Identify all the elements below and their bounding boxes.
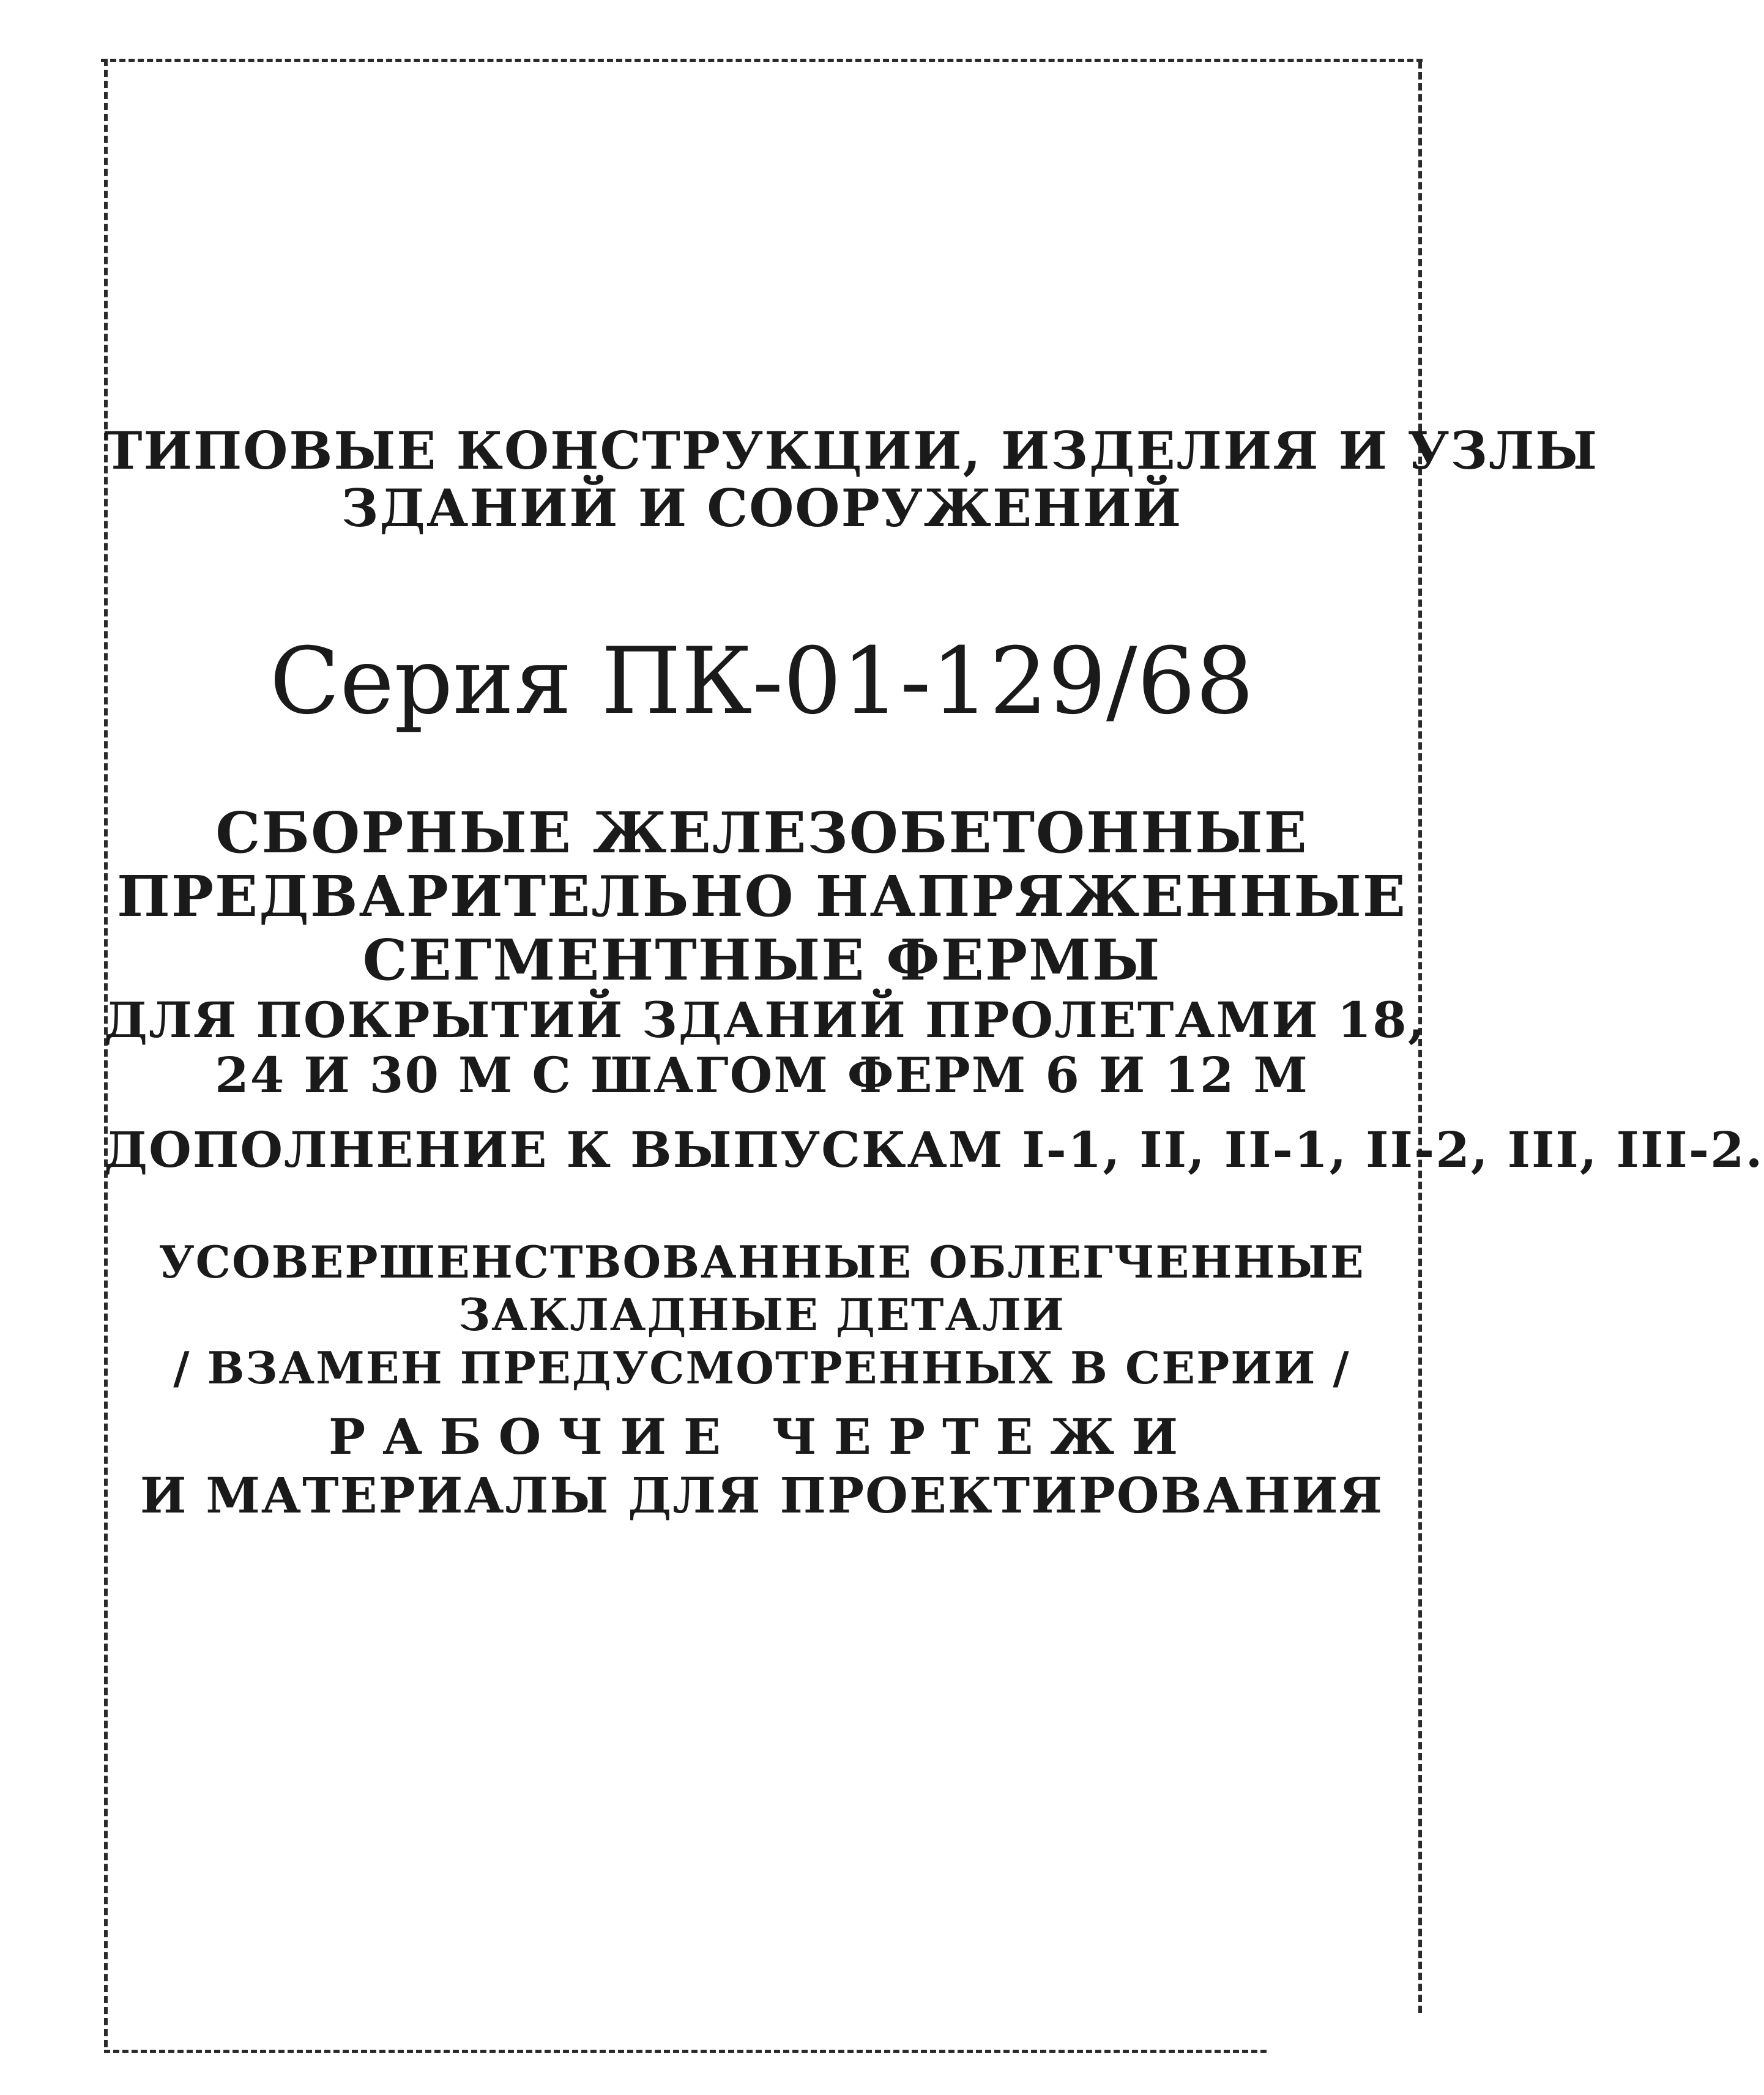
final-line-2: И МАТЕРИАЛЫ ДЛЯ ПРОЕКТИРОВАНИЯ — [140, 1467, 1384, 1524]
addition-text: ДОПОЛНЕНИЕ К ВЫПУСКАМ I-1, II, II-1, II-2, III, III-2. — [104, 1121, 1764, 1178]
addition-note — [104, 1121, 1764, 1178]
header-line-2: ЗДАНИЙ И СООРУЖЕНИЙ — [341, 478, 1183, 539]
improved-line-1: УСОВЕРШЕНСТВОВАННЫЕ ОБЛЕГЧЕННЫЕ — [158, 1236, 1365, 1288]
improved-line-2: ЗАКЛАДНЫЕ ДЕТАЛИ — [458, 1289, 1065, 1341]
title-line-1: СБОРНЫЕ ЖЕЛЕЗОБЕТОННЫЕ — [215, 800, 1308, 866]
final-line-1: РАБОЧИЕ ЧЕРТЕЖИ — [328, 1408, 1196, 1465]
drawings-note — [104, 1407, 1420, 1525]
frame-top-edge — [101, 59, 1423, 62]
title-line-3: СЕГМЕНТНЫЕ ФЕРМЫ — [362, 926, 1161, 993]
title-subline-1: ДЛЯ ПОКРЫТИЙ ЗДАНИЙ ПРОЛЕТАМИ 18, — [104, 991, 1426, 1049]
improved-line-3: / ВЗАМЕН ПРЕДУСМОТРЕННЫХ В СЕРИИ / — [173, 1341, 1350, 1394]
document-header — [104, 420, 1599, 539]
title-line-2: ПРЕДВАРИТЕЛЬНО НАПРЯЖЕННЫЕ — [116, 863, 1407, 929]
document-title — [104, 800, 1426, 1104]
series-label: Серия ПК-01-129/68 — [269, 628, 1254, 735]
series-number — [104, 630, 1420, 733]
improved-parts-note — [104, 1236, 1420, 1394]
header-line-1: ТИПОВЫЕ КОНСТРУКЦИИ, ИЗДЕЛИЯ И УЗЛЫ — [104, 420, 1599, 481]
title-subline-2: 24 И 30 М С ШАГОМ ФЕРМ 6 И 12 М — [215, 1046, 1309, 1104]
frame-bottom-edge — [104, 2050, 1267, 2053]
